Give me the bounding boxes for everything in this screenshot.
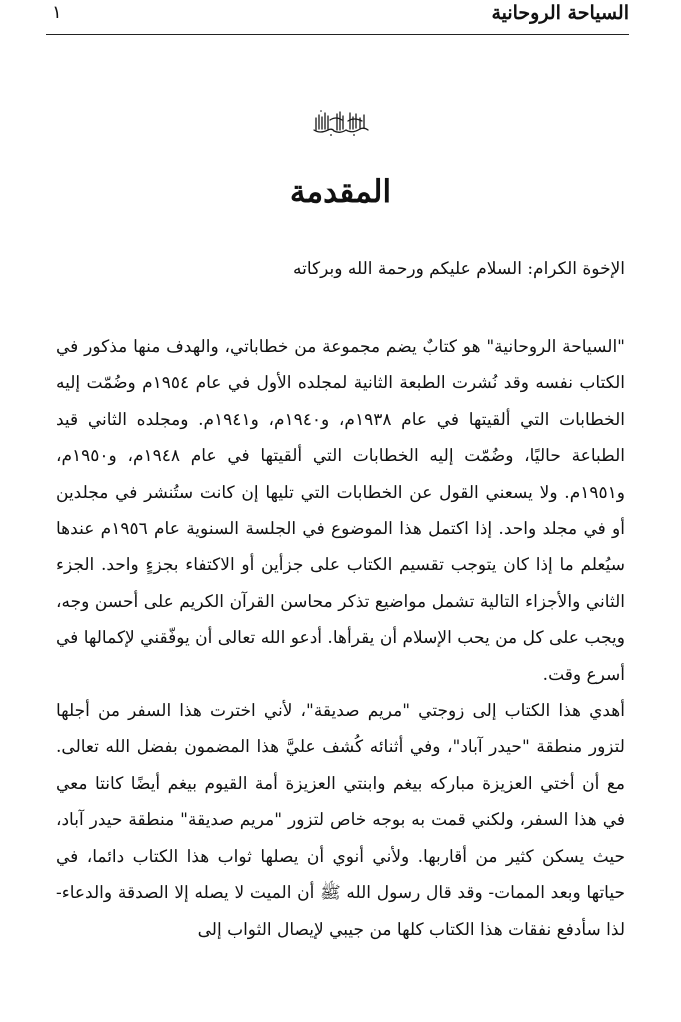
paragraph-intro: "السياحة الروحانية" هو كتابٌ يضم مجموعة من خطاباتي، والهدف منها مذكور في الكتاب نفسه وقد نُشرت الطبعة الثانية لمجلده الأول في عام ١٩٥٤م وضُمّت إليه الخطابات التي ألقيتها في عام ١٩٣٨م، و١٩٤٠م، و١٩٤١م. ومجلده الثاني قيد الطباعة حاليًا، وضُمّت إليه الخطابات التي ألقيتها في عام ١٩٤٨م، و١٩٥٠م، و١٩٥١م. ولا يسعني القول عن الخطابات التي تليها إن كانت ستُنشر في مجلدين أو في مجلد واحد. إذا اكتمل هذا الموضوع في الجلسة السنوية عام ١٩٥٦م عندها سيُعلم ما إذا كان يتوجب تقسيم الكتاب على جزأين أو الاكتفاء بجزءٍ واحد. الجزء الثاني والأجزاء التالية تشمل مواضيع تذكر محاسن القرآن الكريم على أحسن وجه، ويجب على كل من يحب الإسلام أن يقرأها. أدعو الله تعالى أن يوفّقني لإكمالها في أسرع وقت. xyxy=(56,337,625,685)
basmala-calligraphy xyxy=(0,108,681,142)
page-header xyxy=(46,0,629,35)
page-number: ١ xyxy=(52,2,62,23)
greeting-line: الإخوة الكرام: السلام عليكم ورحمة الله وبركاته xyxy=(293,259,625,279)
chapter-title: المقدمة xyxy=(289,174,392,210)
running-title: السياحة الروحانية xyxy=(491,2,629,24)
paragraph-dedication: أهدي هذا الكتاب إلى زوجتي "مريم صديقة"، لأني اخترت هذا السفر من أجلها لتزور منطقة "حيدر آباد"، وفي أثنائه كُشف عليَّ هذا المضمون بفضل الله تعالى. مع أن أختي العزيزة مباركه بيغم وابنتي العزيزة أمة القيوم بيغم أيضًا كانتا معي في هذا السفر، ولكني قمت به بوجه خاص لتزور "مريم صديقة" منطقة حيدر آباد، حيث يسكن كثير من أقاربها. ولأني أنوي أن يصلها ثواب هذا الكتاب دائما، في حياتها وبعد الممات- وقد قال رسول الله ﷺ أن الميت لا يصله إلا الصدقة والدعاء- لذا سأدفع نفقات هذا الكتاب كلها من جيبي لإيصال الثواب إلى xyxy=(56,701,626,940)
basmala-calligraphy-icon xyxy=(310,108,372,138)
body-text xyxy=(56,329,625,948)
